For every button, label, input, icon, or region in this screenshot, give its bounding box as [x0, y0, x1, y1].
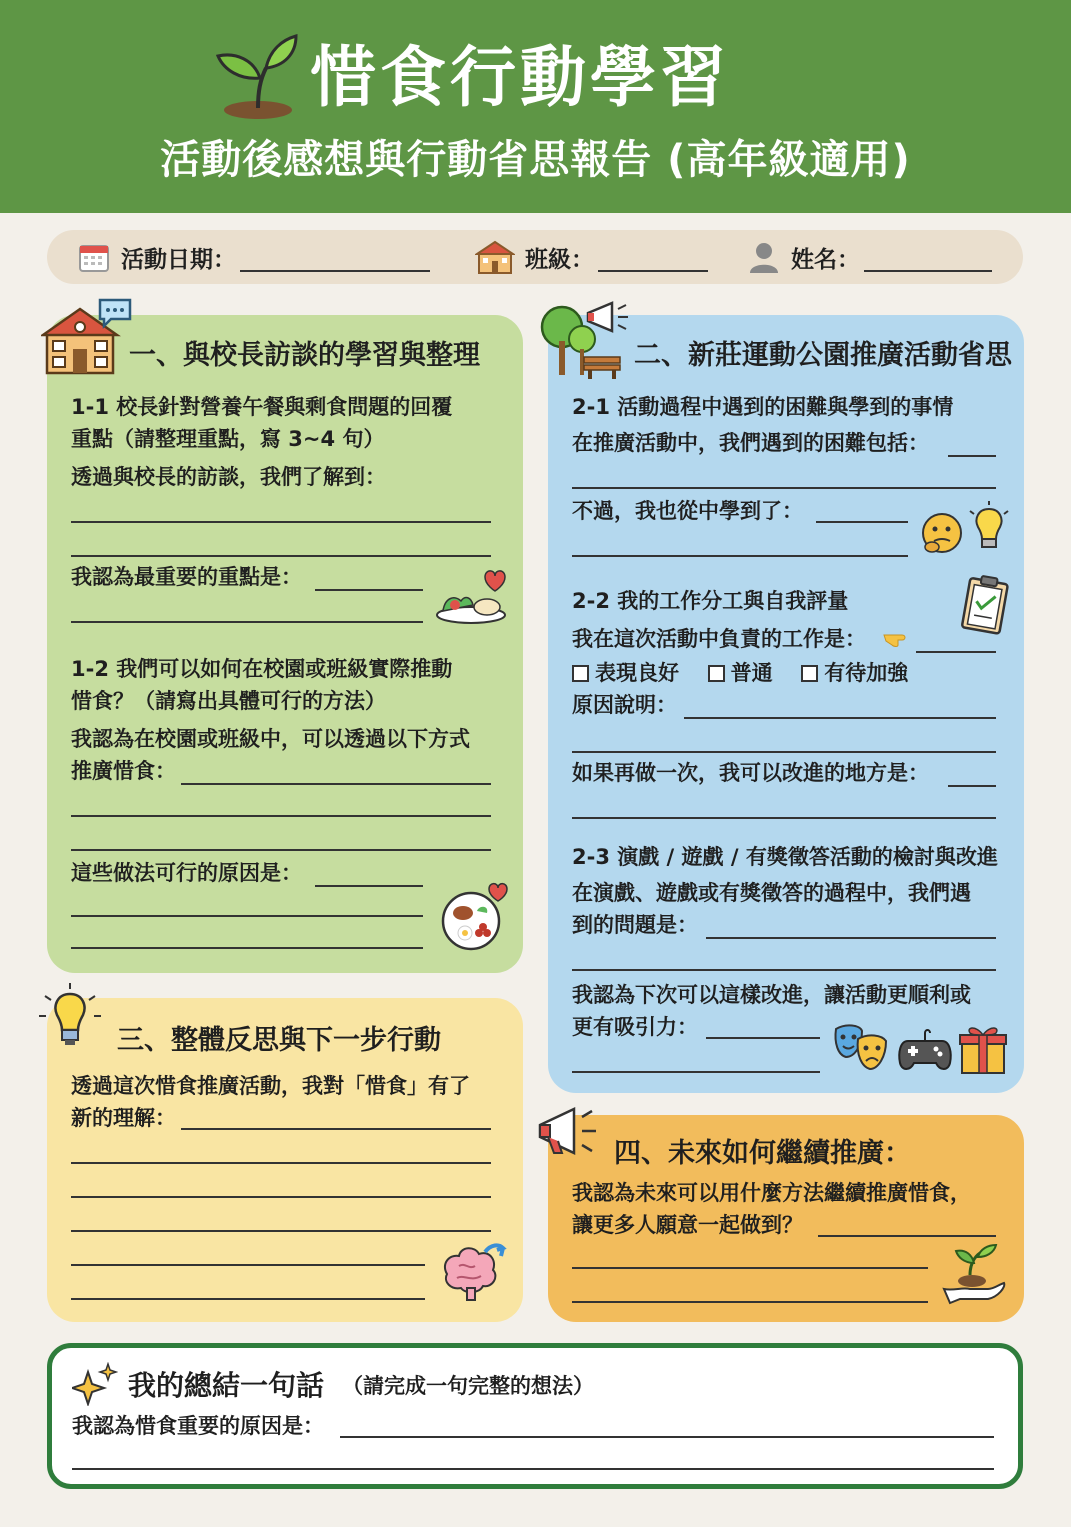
food-plate-icon: [437, 881, 511, 951]
answer-line[interactable]: [572, 817, 996, 819]
answer-line[interactable]: [816, 521, 908, 523]
date-blank[interactable]: [240, 254, 430, 272]
q2-3-prompt-l2: 到的問題是：: [572, 913, 698, 937]
answer-line[interactable]: [71, 849, 491, 851]
q1-1-prompt2: 我認為最重要的重點是：: [71, 565, 302, 589]
q1-2-prompt-l2: 推廣惜食：: [71, 759, 176, 783]
section3-prompt-l2: 新的理解：: [71, 1106, 176, 1130]
q1-1-line1: 1-1 校長針對營養午餐與剩食問題的回覆: [71, 395, 453, 419]
megaphone-icon: [584, 299, 634, 339]
lightbulb-icon: [37, 982, 103, 1050]
name-label: 姓名：: [791, 246, 860, 273]
checkbox-good[interactable]: [572, 665, 589, 682]
checkbox-needs-improvement[interactable]: [801, 665, 818, 682]
answer-line[interactable]: [706, 1037, 820, 1039]
section-park-promotion: [548, 315, 1024, 1093]
answer-line[interactable]: [948, 785, 996, 787]
section-principal-interview: [47, 315, 523, 973]
lightbulb-icon: [964, 501, 1014, 555]
pointing-hand-icon: [882, 627, 912, 649]
page-subtitle: 活動後感想與行動省思報告 (高年級適用): [160, 137, 911, 183]
section4-prompt-l1: 我認為未來可以用什麼方法繼續推廣惜食，: [572, 1181, 971, 1205]
answer-line[interactable]: [572, 1301, 928, 1303]
q2-2-prompt: 我在這次活動中負責的工作是：: [572, 627, 866, 651]
answer-line[interactable]: [71, 1196, 491, 1198]
improve-label: 如果再做一次，我可以改進的地方是：: [572, 761, 929, 785]
food-plate-icon: [435, 567, 511, 627]
answer-line[interactable]: [71, 1264, 425, 1266]
q1-2-prompt2: 這些做法可行的原因是：: [71, 861, 302, 885]
answer-line[interactable]: [706, 937, 996, 939]
summary-note: （請完成一句完整的想法）: [342, 1374, 594, 1398]
sparkles-icon: [72, 1362, 118, 1406]
answer-line[interactable]: [572, 555, 908, 557]
date-label: 活動日期：: [121, 246, 236, 273]
answer-line[interactable]: [572, 487, 996, 489]
page-title: 惜食行動學習: [310, 39, 730, 116]
clipboard-icon: [958, 573, 1014, 637]
q1-1-line2: 重點（請整理重點，寫 3~4 句）: [71, 427, 385, 451]
q2-1-title: 2-1 活動過程中遇到的困難與學到的事情: [572, 395, 954, 419]
calendar-icon: [77, 240, 111, 274]
self-rating-options[interactable]: [572, 657, 908, 689]
option-average-label: 普通: [730, 661, 773, 685]
class-blank[interactable]: [598, 254, 708, 272]
section2-title: 二、新莊運動公園推廣活動省思: [634, 340, 1012, 371]
chat-bubble-icon: [97, 297, 133, 329]
school-icon: [475, 239, 515, 275]
answer-line[interactable]: [572, 1267, 928, 1269]
q2-3-prompt-l1: 在演戲、遊戲或有獎徵答的過程中，我們遇: [572, 881, 971, 905]
answer-line[interactable]: [572, 751, 996, 753]
class-label: 班級：: [525, 246, 594, 273]
answer-line[interactable]: [71, 555, 491, 557]
gift-icon: [958, 1023, 1008, 1075]
answer-line[interactable]: [71, 1230, 491, 1232]
answer-line[interactable]: [572, 1071, 820, 1073]
q2-1-prompt2: 不過，我也從中學到了：: [572, 499, 803, 523]
theater-masks-icon: [832, 1021, 890, 1075]
section4-title: 四、未來如何繼續推廣：: [614, 1138, 911, 1169]
answer-line[interactable]: [71, 915, 423, 917]
answer-line[interactable]: [315, 589, 423, 591]
q2-3-title: 2-3 演戲 / 遊戲 / 有獎徵答活動的檢討與改進: [572, 845, 998, 869]
summary-box: [47, 1343, 1023, 1489]
section-overall-reflection: [47, 998, 523, 1322]
class-field[interactable]: [475, 230, 708, 284]
q1-2-line2: 惜食？（請寫出具體可行的方法）: [71, 689, 386, 713]
plant-hand-icon: [940, 1243, 1008, 1307]
option-good-label: 表現良好: [595, 661, 679, 685]
student-info-bar: [47, 230, 1023, 284]
section3-title: 三、整體反思與下一步行動: [117, 1025, 441, 1056]
answer-line[interactable]: [818, 1235, 996, 1237]
megaphone-icon: [534, 1103, 604, 1163]
reason-label: 原因說明：: [572, 693, 677, 717]
summary-prompt: 我認為惜食重要的原因是：: [72, 1414, 324, 1438]
section3-prompt-l1: 透過這次惜食推廣活動，我對「惜食」有了: [71, 1074, 470, 1098]
answer-line[interactable]: [71, 1162, 491, 1164]
answer-line[interactable]: [71, 521, 491, 523]
header-banner: [0, 0, 1071, 213]
game-controller-icon: [896, 1027, 954, 1075]
person-icon: [747, 240, 781, 274]
answer-line[interactable]: [181, 1128, 491, 1130]
date-field[interactable]: [77, 230, 430, 284]
answer-line[interactable]: [72, 1468, 994, 1470]
section1-title: 一、與校長訪談的學習與整理: [129, 340, 480, 371]
answer-line[interactable]: [315, 885, 423, 887]
answer-line[interactable]: [340, 1436, 994, 1438]
answer-line[interactable]: [948, 455, 996, 457]
answer-line[interactable]: [71, 1298, 425, 1300]
answer-line[interactable]: [572, 969, 996, 971]
summary-title: 我的總結一句話: [128, 1369, 325, 1402]
thinking-face-icon: [920, 511, 966, 557]
q2-3-prompt2-l2: 更有吸引力：: [572, 1015, 698, 1039]
section-future-promotion: [548, 1115, 1024, 1322]
section4-prompt-l2: 讓更多人願意一起做到？: [572, 1213, 803, 1237]
answer-line[interactable]: [71, 815, 491, 817]
checkbox-average[interactable]: [708, 665, 725, 682]
name-blank[interactable]: [864, 254, 992, 272]
sprout-icon: [210, 32, 300, 122]
q1-2-prompt-l1: 我認為在校園或班級中，可以透過以下方式: [71, 727, 470, 751]
q2-2-title: 2-2 我的工作分工與自我評量: [572, 589, 849, 613]
answer-line[interactable]: [916, 651, 996, 653]
q2-3-prompt2-l1: 我認為下次可以這樣改進，讓活動更順利或: [572, 983, 971, 1007]
answer-line[interactable]: [71, 947, 423, 949]
name-field[interactable]: [747, 230, 992, 284]
q1-1-prompt: 透過與校長的訪談，我們了解到：: [71, 465, 386, 489]
answer-line[interactable]: [684, 717, 996, 719]
answer-line[interactable]: [71, 621, 423, 623]
q2-1-prompt: 在推廣活動中，我們遇到的困難包括：: [572, 431, 929, 455]
answer-line[interactable]: [181, 783, 491, 785]
q1-2-line1: 1-2 我們可以如何在校園或班級實際推動: [71, 657, 453, 681]
option-needs-improvement-label: 有待加強: [824, 661, 909, 685]
brain-icon: [437, 1238, 509, 1304]
